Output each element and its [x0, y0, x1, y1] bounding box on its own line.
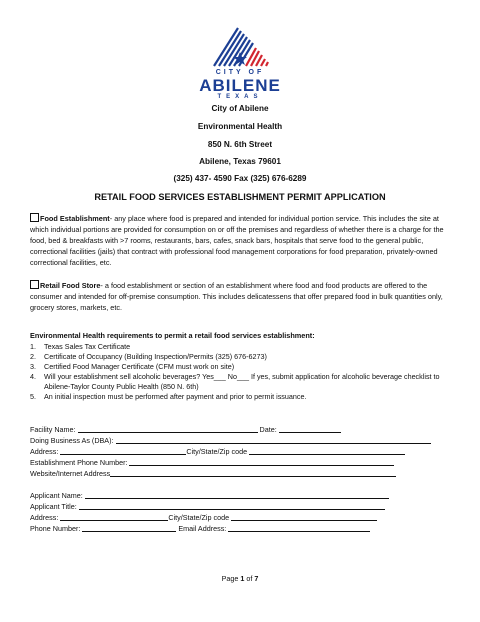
address-row: Address: City/State/Zip code [30, 446, 405, 456]
applicant-address-field[interactable] [60, 512, 168, 521]
requirement-item: 1. Texas Sales Tax Certificate [30, 342, 131, 351]
requirement-item: 4. Will your establishment sell alcoholic beverages? Yes___ No___ If yes, submit application for alcoholic beverage checklist to Abilene-Taylor County Public Health (850 N. 6th) [30, 372, 440, 391]
requirement-item: 5. An initial inspection must be performed after payment and prior to permit issuance. [30, 392, 307, 401]
applicant-title-row: Applicant Title: [30, 501, 385, 511]
phone-field[interactable] [82, 523, 176, 532]
applicant-title-field[interactable] [79, 501, 385, 510]
date-field[interactable] [279, 424, 341, 433]
header-org: City of Abilene [211, 104, 269, 113]
applicant-name-row: Applicant Name: [30, 490, 389, 500]
header-dept: Environmental Health [197, 122, 283, 131]
logo-graphic [200, 22, 280, 70]
applicant-address-row: Address: City/State/Zip code [30, 512, 377, 522]
page-title: RETAIL FOOD SERVICES ESTABLISHMENT PERMIT APPLICATION [94, 192, 386, 202]
food-establishment-label: Food Establishment [40, 214, 110, 223]
address-field[interactable] [60, 446, 186, 455]
option-retail-food-store [30, 280, 454, 313]
facility-name-row: Facility Name: Date: [30, 424, 341, 434]
retail-food-store-text: - a food establishment or section of an establishment where food and food products are offered to the consumer and intended for off-premise consumption. This includes delicatessens that offer prepared food in bulk quantities only, grocery stores, markets, etc. [30, 281, 443, 312]
requirement-item: 2. Certificate of Occupancy (Building Inspection/Permits (325) 676-6273) [30, 352, 267, 361]
food-establishment-checkbox[interactable] [30, 213, 39, 222]
applicant-contact-row: Phone Number: Email Address: [30, 523, 370, 533]
facility-name-field[interactable] [78, 424, 258, 433]
establishment-phone-field[interactable] [129, 457, 394, 466]
option-food-establishment [30, 213, 454, 268]
logo-abilene: ABILENE [199, 76, 281, 95]
header-city: Abilene, Texas 79601 [199, 157, 281, 166]
website-field[interactable] [110, 468, 396, 477]
establishment-phone-row: Establishment Phone Number: [30, 457, 394, 467]
header-street: 850 N. 6th Street [207, 140, 273, 149]
city-logo [0, 22, 480, 70]
page-number: Page 1 of 7 [221, 574, 259, 583]
dba-row: Doing Business As (DBA): [30, 435, 431, 445]
retail-food-store-checkbox[interactable] [30, 280, 39, 289]
email-field[interactable] [228, 523, 370, 532]
dba-field[interactable] [116, 435, 431, 444]
applicant-city-state-zip-field[interactable] [231, 512, 377, 521]
requirements-list [30, 342, 450, 402]
requirements-title: Environmental Health requirements to permit a retail food services establishment: [30, 331, 315, 340]
applicant-name-field[interactable] [85, 490, 389, 499]
website-row: Website/Internet Address [30, 468, 396, 478]
city-state-zip-field[interactable] [249, 446, 405, 455]
header-phone: (325) 437- 4590 Fax (325) 676-6289 [173, 174, 307, 183]
logo-texas: TEXAS [217, 94, 263, 100]
food-establishment-text: - any place where food is prepared and intended for individual portion service. This includes the site at which individual portions are provided for consumption on or off the premises and regardless of whether there is a charge for the food, bed & breakfasts with >7 rooms, restaurants, bars, cafes, snack bars, hospitals that serve food to the general public, correctional facilities (jails) that contract with professional food management corporations for food preparation, privately-owned correctional facilities, etc. [30, 214, 444, 267]
requirement-item: 3. Certified Food Manager Certificate (CFM must work on site) [30, 362, 235, 371]
retail-food-store-label: Retail Food Store [40, 281, 101, 290]
logo-city-of: CITY OF [215, 69, 265, 76]
